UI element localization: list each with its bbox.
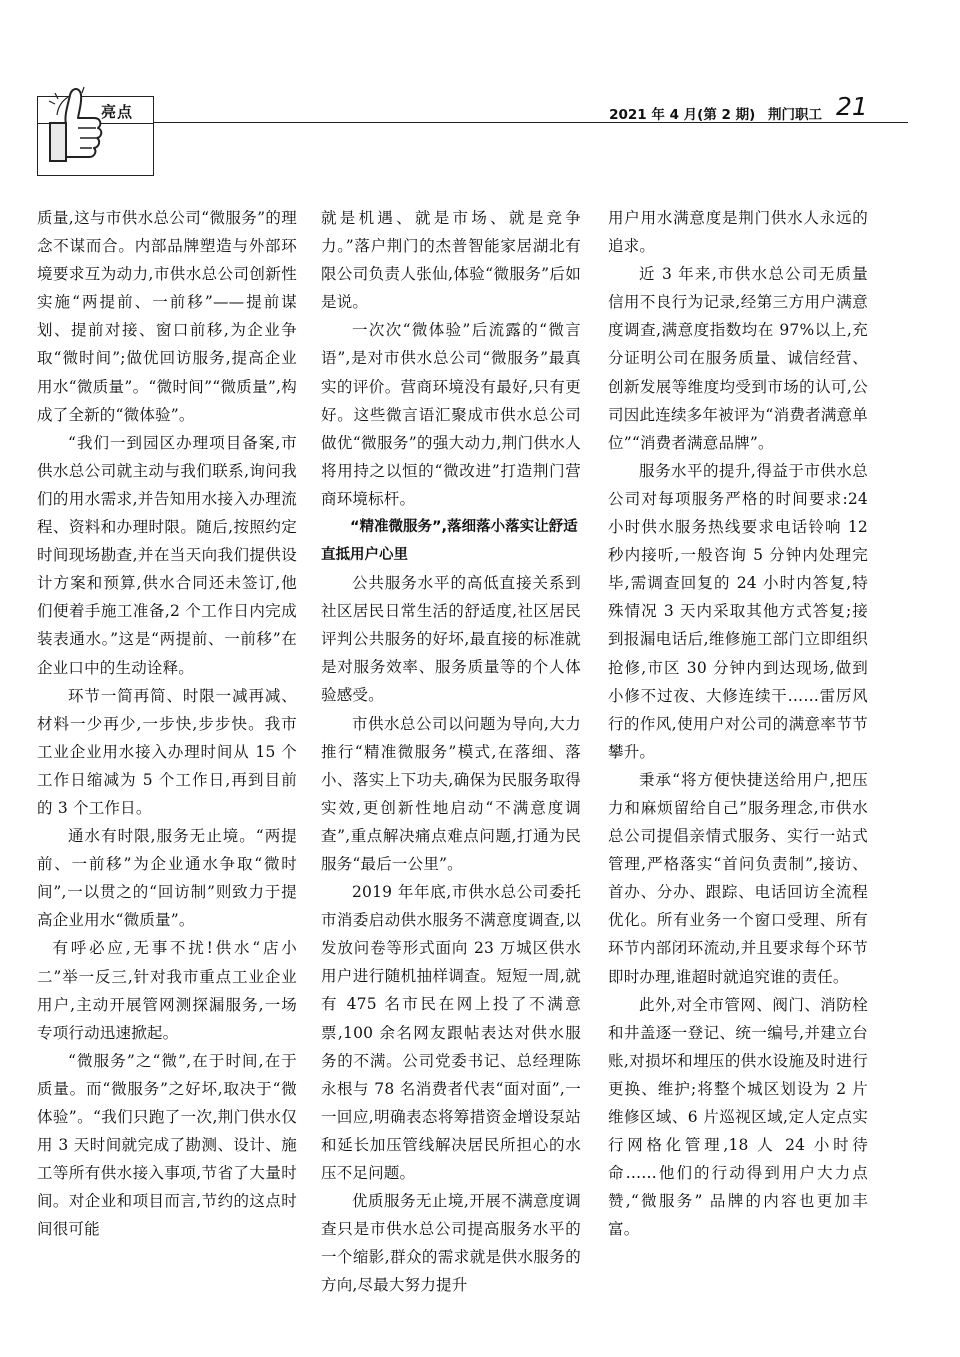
- text-column-1: [37, 204, 297, 1243]
- thumbs-up-icon: [44, 85, 106, 175]
- paragraph: 有呼必应,无事不扰!供水“店小二”举一反三,针对我市重点工业企业用户,主动开展管网测探漏服务,一场专项行动迅速掀起。: [37, 939, 297, 1042]
- paragraph: “微服务”之“微”,在于时间,在于质量。而“微服务”之好坏,取决于“微体验”。“我们只跑了一次,荆门供水仅用 3 天时间就完成了勘测、设计、施工等所有供水接入事项,节省了大量时间。对企业和项目而言,节约的这点时间很可能: [37, 1051, 297, 1239]
- paragraph: 服务水平的提升,得益于市供水总公司对每项服务严格的时间要求:24 小时供水服务热线要求电话铃响 12 秒内接听,一般咨询 5 分钟内处理完毕,需调查回复的 24 小时内答复,特殊情况 3 天内采取其他方式答复;接到报漏电话后,维修施工部门立即组织抢修,市区 30 分钟内到达现场,做到小修不过夜、大修连续干……雷厉风行的作风,使用户对公司的满意率节节攀升。: [608, 461, 868, 761]
- paragraph: 环节一简再简、时限一减再减、材料一少再少,一步快,步步快。我市工业企业用水接入办理时间从 15 个工作日缩减为 5 个工作日,再到目前的 3 个工作日。: [37, 686, 297, 817]
- paragraph: 通水有时限,服务无止境。“两提前、一前移”为企业通水争取“微时间”,一以贯之的“回访制”则致力于提高企业用水“微质量”。: [37, 827, 297, 930]
- page-number: 21: [836, 92, 868, 121]
- paragraph: 优质服务无止境,开展不满意度调查只是市供水总公司提高服务水平的一个缩影,群众的需求就是供水服务的方向,尽最大努力提升: [321, 1192, 581, 1295]
- paragraph: 质量,这与市供水总公司“微服务”的理念不谋而合。内部品牌塑造与外部环境要求互为动力,市供水总公司创新性实施“两提前、一前移”——提前谋划、提前对接、窗口前移,为企业争取“微时间”;做优回访服务,提高企业用水“微质量”。“微时间”“微质量”,构成了全新的“微体验”。: [37, 209, 297, 424]
- paragraph: 近 3 年来,市供水总公司无质量信用不良行为记录,经第三方用户满意度调查,满意度指数均在 97%以上,充分证明公司在服务质量、诚信经营、创新发展等维度均受到市场的认可,公司因此连续多年被评为“消费者满意单位”“消费者满意品牌”。: [608, 265, 868, 452]
- paragraph: 此外,对全市管网、阀门、消防栓和井盖逐一登记、统一编号,并建立台账,对损坏和埋压的供水设施及时进行更换、维护;将整个城区划设为 2 片维修区域、6 片巡视区域,定人定点实行网格化管理,18 人 24 小时待命……他们的行动得到用户大力点赞,“微服务” 品牌的内容也更加丰富。: [608, 995, 868, 1239]
- paragraph: 2019 年年底,市供水总公司委托市消委启动供水服务不满意度调查,以发放问卷等形式面向 23 万城区供水用户进行随机抽样调查。短短一周,就有 475 名市民在网上投了不满意票,100 余名网友跟帖表达对供水服务的不满。公司党委书记、总经理陈永根与 78 名消费者代表“面对面”,一一回应,明确表态将筹措资金增设泵站和延长加压管线解决居民所担心的水压不足问题。: [321, 883, 581, 1182]
- issue-date: 2021 年 4 月(第 2 期): [609, 107, 756, 123]
- paragraph: 就是机遇、就是市场、就是竞争力。”落户荆门的杰普智能家居湖北有限公司负责人张仙,体验“微服务”后如是说。: [321, 209, 581, 312]
- issue-info: [601, 103, 822, 123]
- section-heading: “精准微服务”,落细落小落实让舒适直抵用户心里: [321, 519, 578, 564]
- text-column-2: [321, 204, 581, 1299]
- paragraph: 公共服务水平的高低直接关系到社区居民日常生活的舒适度,社区居民评判公共服务的好坏,最直接的标准就是对服务效率、服务质量等的个人体验感受。: [321, 574, 581, 705]
- paragraph: 一次次“微体验”后流露的“微言语”,是对市供水总公司“微服务”最真实的评价。营商环境没有最好,只有更好。这些微言语汇聚成市供水总公司做优“微服务”的强大动力,荆门供水人将用持之以恒的“微改进”打造荆门营商环境标杆。: [321, 321, 581, 508]
- section-label: 亮点: [101, 103, 134, 121]
- paragraph: 市供水总公司以问题为导向,大力推行“精准微服务”模式,在落细、落小、落实上下功夫,确保为民服务取得实效,更创新性地启动“不满意度调查”,重点解决痛点难点问题,打通为民服务“最后一公里”。: [321, 714, 581, 873]
- paragraph: 用户用水满意度是荆门供水人永远的追求。: [608, 209, 868, 256]
- text-column-3: [608, 204, 868, 1243]
- publication-name: 荆门职工: [768, 107, 822, 123]
- section-badge: [37, 96, 154, 176]
- paragraph: “我们一到园区办理项目备案,市供水总公司就主动与我们联系,询问我们的用水需求,并告知用水接入办理流程、资料和办理时限。随后,按照约定时间现场勘查,并在当天向我们提供设计方案和预算,供水合同还未签订,他们便着手施工准备,2 个工作日内完成装表通水。”这是“两提前、一前移”在企业口中的生动诠释。: [37, 433, 297, 677]
- paragraph: 秉承“将方便快捷送给用户,把压力和麻烦留给自己”服务理念,市供水总公司提倡亲情式服务、实行一站式管理,严格落实“首问负责制”,接访、首办、分办、跟踪、电话回访全流程优化。所有业务一个窗口受理、所有环节内部闭环流动,并且要求每个环节即时办理,谁超时就追究谁的责任。: [608, 770, 868, 986]
